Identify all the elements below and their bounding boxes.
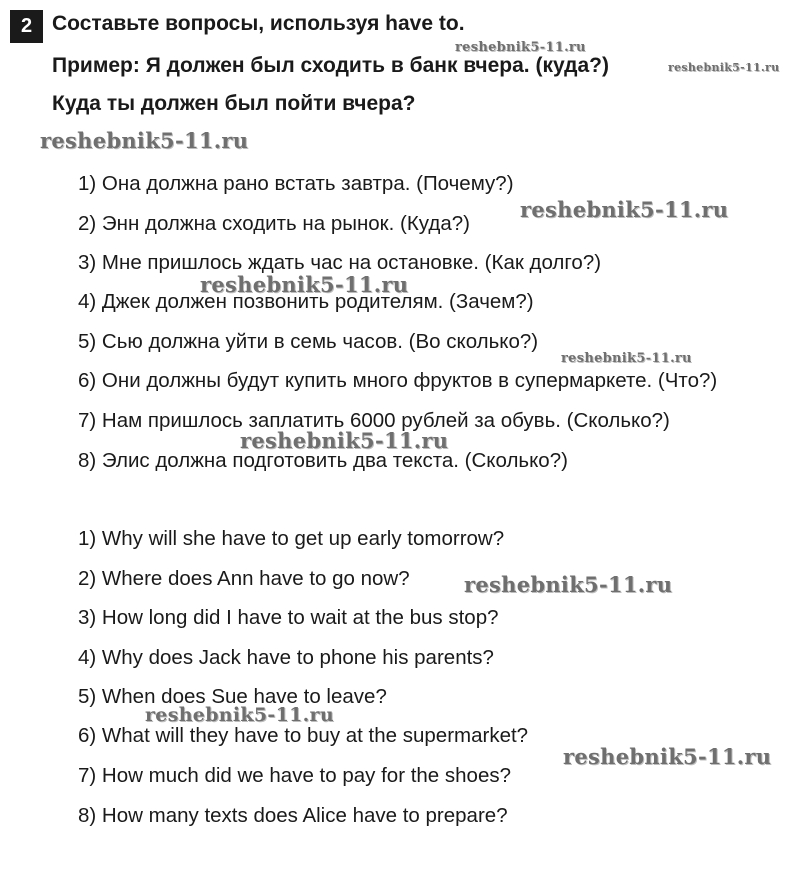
english-answer-3: 3) How long did I have to wait at the bus stop? xyxy=(78,606,499,629)
watermark: reshebnik5-11.ru xyxy=(520,197,729,222)
example-answer: Куда ты должен был пойти вчера? xyxy=(52,92,416,115)
english-answer-4: 4) Why does Jack have to phone his parents? xyxy=(78,646,494,669)
russian-sentence-2: 2) Энн должна сходить на рынок. (Куда?) xyxy=(78,212,470,235)
watermark: reshebnik5-11.ru xyxy=(563,744,772,769)
watermark: reshebnik5-11.ru xyxy=(561,351,692,366)
exercise-number-badge: 2 xyxy=(10,10,43,43)
watermark: reshebnik5-11.ru xyxy=(464,572,673,597)
watermark: reshebnik5-11.ru xyxy=(40,128,249,153)
english-answer-2: 2) Where does Ann have to go now? xyxy=(78,567,410,590)
russian-sentence-7: 7) Нам пришлось заплатить 6000 рублей за обувь. (Сколько?) xyxy=(78,409,670,432)
english-answer-8: 8) How many texts does Alice have to prepare? xyxy=(78,804,508,827)
watermark: reshebnik5-11.ru xyxy=(668,61,780,74)
english-answer-6: 6) What will they have to buy at the supermarket? xyxy=(78,724,529,747)
russian-sentence-5: 5) Сью должна уйти в семь часов. (Во сколько?) xyxy=(78,330,539,353)
example-line: Пример: Я должен был сходить в банк вчера. (куда?) xyxy=(52,54,609,77)
russian-sentence-8: 8) Элис должна подготовить два текста. (Сколько?) xyxy=(78,449,568,472)
english-answer-7: 7) How much did we have to pay for the shoes? xyxy=(78,764,512,787)
english-answer-5: 5) When does Sue have to leave? xyxy=(78,685,387,708)
russian-sentence-1: 1) Она должна рано встать завтра. (Почему?) xyxy=(78,172,514,195)
watermark: reshebnik5-11.ru xyxy=(455,40,586,55)
watermark: reshebnik5-11.ru xyxy=(200,272,409,297)
watermark: reshebnik5-11.ru xyxy=(145,704,334,726)
russian-sentence-6: 6) Они должны будут купить много фруктов в супермаркете. (Что?) xyxy=(78,369,718,392)
russian-sentence-4: 4) Джек должен позвонить родителям. (Зачем?) xyxy=(78,290,534,313)
english-answer-1: 1) Why will she have to get up early tomorrow? xyxy=(78,527,505,550)
russian-sentence-3: 3) Мне пришлось ждать час на остановке. (Как долго?) xyxy=(78,251,602,274)
exercise-title: Составьте вопросы, используя have to. xyxy=(52,12,465,35)
watermark: reshebnik5-11.ru xyxy=(240,428,449,453)
